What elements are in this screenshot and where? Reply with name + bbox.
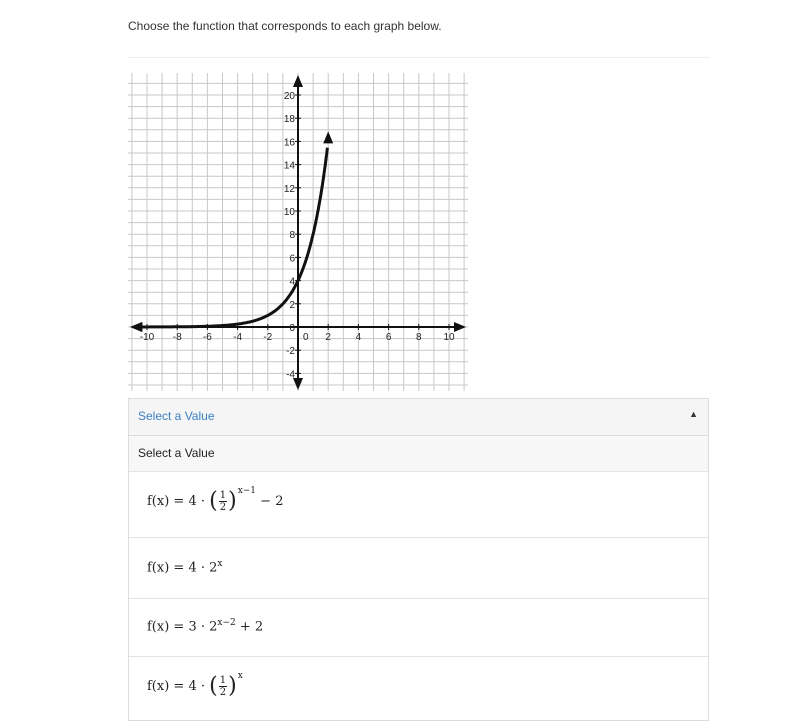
x-tick-label: 2 bbox=[325, 332, 331, 343]
option-1[interactable] bbox=[129, 472, 708, 538]
option-2[interactable] bbox=[129, 538, 708, 599]
exponential-graph bbox=[128, 73, 468, 391]
y-tick-label: 4 bbox=[289, 276, 295, 288]
option-1-exponent: x−1 bbox=[237, 486, 257, 496]
option-3-text: f(x) = 3 · 2 bbox=[147, 619, 218, 635]
curve-arrow-up bbox=[323, 131, 333, 143]
x-tick-label: 10 bbox=[443, 332, 455, 343]
y-tick-label: 2 bbox=[289, 299, 295, 311]
question-prompt: Choose the function that corresponds to each graph below. bbox=[128, 19, 442, 33]
y-tick-label: -4 bbox=[286, 369, 295, 381]
x-tick-label: -4 bbox=[233, 332, 243, 343]
option-1-math: f(x) = 4 · ( $\frac{1}{2}$ )$^{x-1}$ − 2 bbox=[147, 486, 284, 514]
option-3[interactable] bbox=[129, 599, 708, 657]
option-4[interactable] bbox=[129, 657, 708, 721]
y-tick-label: 14 bbox=[283, 160, 295, 172]
option-placeholder-label: Select a Value bbox=[138, 446, 215, 460]
y-axis-arrow-up bbox=[293, 75, 303, 87]
select-header-label: Select a Value bbox=[138, 409, 215, 423]
y-tick-label: 0 bbox=[289, 323, 295, 334]
x-tick-label: -6 bbox=[202, 332, 212, 343]
option-1-frac-den: 2 bbox=[219, 502, 227, 513]
select-header[interactable] bbox=[129, 399, 708, 436]
y-tick-label: 6 bbox=[289, 253, 295, 265]
x-tick-label: 8 bbox=[416, 332, 422, 343]
x-tick-label: -10 bbox=[139, 332, 155, 343]
option-1-prefix: f(x) = 4 · bbox=[147, 494, 205, 509]
option-4-frac-num: 1 bbox=[219, 675, 227, 686]
option-4-exponent: x bbox=[237, 671, 243, 681]
caret-up-icon: ▲ bbox=[689, 409, 698, 419]
y-tick-label: 20 bbox=[283, 91, 295, 102]
x-tick-label: 0 bbox=[303, 332, 309, 343]
option-placeholder[interactable] bbox=[129, 436, 708, 472]
y-tick-label: 18 bbox=[283, 114, 295, 126]
value-select[interactable] bbox=[128, 398, 709, 721]
y-tick-label: 12 bbox=[283, 183, 295, 195]
option-2-text: f(x) = 4 · 2 bbox=[147, 560, 218, 576]
y-tick-label: 8 bbox=[289, 230, 295, 242]
option-1-frac-num: 1 bbox=[219, 490, 227, 501]
divider bbox=[128, 57, 710, 58]
option-1-suffix: − 2 bbox=[260, 494, 284, 509]
y-tick-label: 10 bbox=[283, 207, 295, 218]
option-4-frac-den: 2 bbox=[219, 687, 227, 698]
x-tick-label: 6 bbox=[385, 332, 392, 343]
option-3-suffix: + 2 bbox=[239, 619, 264, 635]
option-3-exponent: x−2 bbox=[217, 618, 236, 628]
x-tick-label: -2 bbox=[263, 332, 273, 343]
option-4-math: f(x) = 4 · ( $\frac{1}{2}$ )$^x$ bbox=[147, 671, 243, 699]
option-3-math bbox=[147, 618, 263, 634]
y-tick-label: 16 bbox=[283, 137, 295, 149]
x-tick-label: 4 bbox=[355, 332, 362, 343]
option-2-exponent: x bbox=[217, 559, 223, 569]
option-4-prefix: f(x) = 4 · bbox=[147, 679, 205, 694]
x-tick-label: -8 bbox=[172, 332, 182, 343]
exponential-curve bbox=[140, 148, 328, 327]
y-tick-label: -2 bbox=[286, 346, 295, 358]
option-2-math bbox=[147, 559, 222, 575]
